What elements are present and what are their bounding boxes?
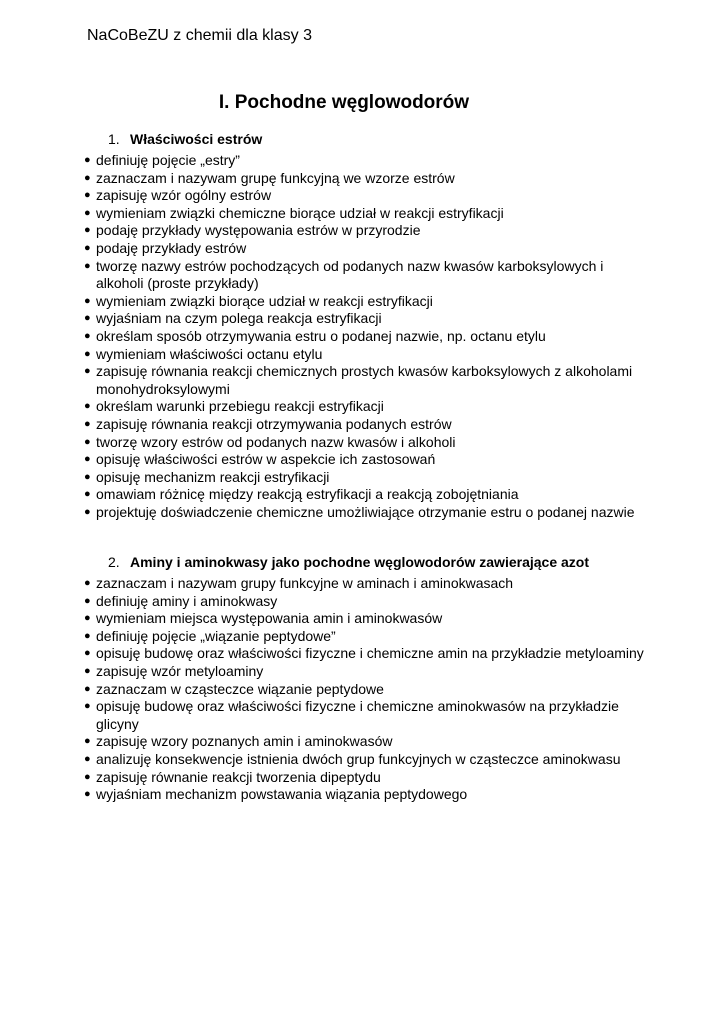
list-item-text: tworzę nazwy estrów pochodzących od podanych nazw kwasów karboksylowych i alkoholi (proste przykłady)	[96, 257, 604, 292]
bullet-icon: ●	[84, 682, 91, 695]
list-item	[84, 504, 644, 522]
list-item-text: zapisuję wzory poznanych amin i aminokwasów	[96, 733, 393, 750]
bullet-icon: ●	[84, 594, 91, 607]
bullet-icon: ●	[84, 788, 91, 801]
list-item	[84, 593, 644, 611]
list-item	[84, 328, 644, 346]
list-item	[84, 187, 644, 205]
bullet-icon: ●	[84, 224, 91, 237]
list-item	[84, 681, 644, 699]
list-item	[84, 751, 644, 769]
list-item-text: wymieniam związki biorące udział w reakcji estryfikacji	[96, 292, 433, 309]
bullet-list	[84, 152, 644, 521]
list-item	[84, 170, 644, 188]
list-item	[84, 575, 644, 593]
list-item	[84, 293, 644, 311]
bullet-icon: ●	[84, 259, 91, 272]
list-item	[84, 258, 644, 293]
section-heading-text: Aminy i aminokwasy jako pochodne węglowodorów zawierające azot	[130, 554, 589, 570]
list-item-text: projektuję doświadczenie chemiczne umożliwiające otrzymanie estru o podanej nazwie	[96, 503, 635, 520]
list-item-text: zapisuję wzór metyloaminy	[96, 662, 264, 679]
bullet-icon: ●	[84, 488, 91, 501]
bullet-icon: ●	[84, 329, 91, 342]
list-item	[84, 610, 644, 628]
list-item	[84, 222, 644, 240]
list-item	[84, 398, 644, 416]
list-item	[84, 346, 644, 364]
list-item	[84, 434, 644, 452]
list-item	[84, 698, 644, 733]
list-item	[84, 152, 644, 170]
list-item	[84, 663, 644, 681]
list-item-text: zapisuję równanie reakcji tworzenia dipeptydu	[96, 768, 381, 785]
list-item	[84, 205, 644, 223]
document-title: I. Pochodne węglowodorów	[218, 92, 470, 113]
list-item-text: zaznaczam i nazywam grupy funkcyjne w aminach i aminokwasach	[96, 575, 514, 591]
list-item-text: wyjaśniam na czym polega reakcja estryfikacji	[96, 310, 382, 327]
list-item-text: zaznaczam w cząsteczce wiązanie peptydowe	[96, 680, 384, 697]
bullet-icon: ●	[84, 700, 91, 713]
bullet-icon: ●	[84, 312, 91, 325]
section-heading	[108, 554, 644, 571]
section-number: 1.	[108, 131, 120, 147]
bullet-icon: ●	[84, 417, 91, 430]
bullet-icon: ●	[84, 453, 91, 466]
bullet-icon: ●	[84, 770, 91, 783]
list-item-text: zaznaczam i nazywam grupę funkcyjną we wzorze estrów	[96, 169, 455, 186]
list-item-text: opisuję budowę oraz właściwości fizyczne i chemiczne amin na przykładzie metyloaminy	[96, 645, 644, 662]
bullet-icon: ●	[84, 294, 91, 307]
bullet-icon: ●	[84, 241, 91, 254]
list-item	[84, 363, 644, 398]
list-item-text: określam warunki przebiegu reakcji estryfikacji	[96, 398, 384, 415]
list-item-text: wymieniam związki chemiczne biorące udział w reakcji estryfikacji	[96, 204, 504, 221]
list-item-text: opisuję mechanizm reakcji estryfikacji	[96, 468, 330, 485]
list-item-text: definiuję pojęcie „wiązanie peptydowe”	[96, 627, 336, 644]
list-item-text: zapisuję równania reakcji chemicznych prostych kwasów karboksylowych z alkoholami monohydroksylowymi	[96, 363, 633, 397]
bullet-icon: ●	[84, 647, 91, 660]
list-item-text: definiuję pojęcie „estry”	[96, 152, 240, 168]
bullet-icon: ●	[84, 735, 91, 748]
page-header: NaCoBeZU z chemii dla klasy 3	[87, 27, 312, 44]
list-item	[84, 486, 644, 504]
list-item	[84, 416, 644, 434]
bullet-icon: ●	[84, 189, 91, 202]
bullet-icon: ●	[84, 400, 91, 413]
bullet-icon: ●	[84, 154, 91, 166]
list-item	[84, 769, 644, 787]
list-item	[84, 628, 644, 646]
section-amines	[84, 554, 644, 804]
list-item-text: opisuję właściwości estrów w aspekcie ich zastosowań	[96, 451, 436, 468]
bullet-icon: ●	[84, 206, 91, 219]
list-item-text: omawiam różnicę między reakcją estryfikacji a reakcją zobojętniania	[96, 486, 519, 503]
list-item-text: tworzę wzory estrów od podanych nazw kwasów i alkoholi	[96, 433, 456, 450]
list-item-text: zapisuję wzór ogólny estrów	[96, 187, 272, 204]
list-item	[84, 240, 644, 258]
list-item	[84, 645, 644, 663]
list-item-text: wymieniam właściwości octanu etylu	[96, 345, 323, 362]
bullet-icon: ●	[84, 612, 91, 625]
list-item-text: podaję przykłady estrów	[96, 239, 247, 256]
list-item-text: określam sposób otrzymywania estru o podanej nazwie, np. octanu etylu	[96, 327, 546, 344]
section-heading-text: Właściwości estrów	[130, 131, 263, 147]
bullet-icon: ●	[84, 629, 91, 642]
section-esters	[84, 131, 644, 521]
list-item-text: wymieniam miejsca występowania amin i aminokwasów	[96, 610, 443, 627]
bullet-icon: ●	[84, 435, 91, 448]
list-item	[84, 786, 644, 804]
list-item-text: zapisuję równania reakcji otrzymywania podanych estrów	[96, 415, 452, 432]
list-item-text: analizuję konsekwencje istnienia dwóch grup funkcyjnych w cząsteczce aminokwasu	[96, 750, 621, 767]
section-heading	[108, 131, 644, 148]
list-item-text: podaję przykłady występowania estrów w przyrodzie	[96, 222, 421, 239]
bullet-list	[84, 575, 644, 804]
bullet-icon: ●	[84, 470, 91, 483]
bullet-icon: ●	[84, 347, 91, 360]
list-item	[84, 733, 644, 751]
list-item	[84, 451, 644, 469]
bullet-icon: ●	[84, 577, 91, 589]
list-item-text: opisuję budowę oraz właściwości fizyczne i chemiczne aminokwasów na przykładzie glicyny	[96, 698, 619, 732]
list-item	[84, 469, 644, 487]
list-item	[84, 310, 644, 328]
bullet-icon: ●	[84, 171, 91, 184]
bullet-icon: ●	[84, 664, 91, 677]
bullet-icon: ●	[84, 365, 91, 378]
list-item-text: definiuję aminy i aminokwasy	[96, 592, 278, 609]
section-number: 2.	[108, 554, 120, 570]
bullet-icon: ●	[84, 505, 91, 518]
list-item-text: wyjaśniam mechanizm powstawania wiązania peptydowego	[96, 786, 468, 803]
bullet-icon: ●	[84, 752, 91, 765]
